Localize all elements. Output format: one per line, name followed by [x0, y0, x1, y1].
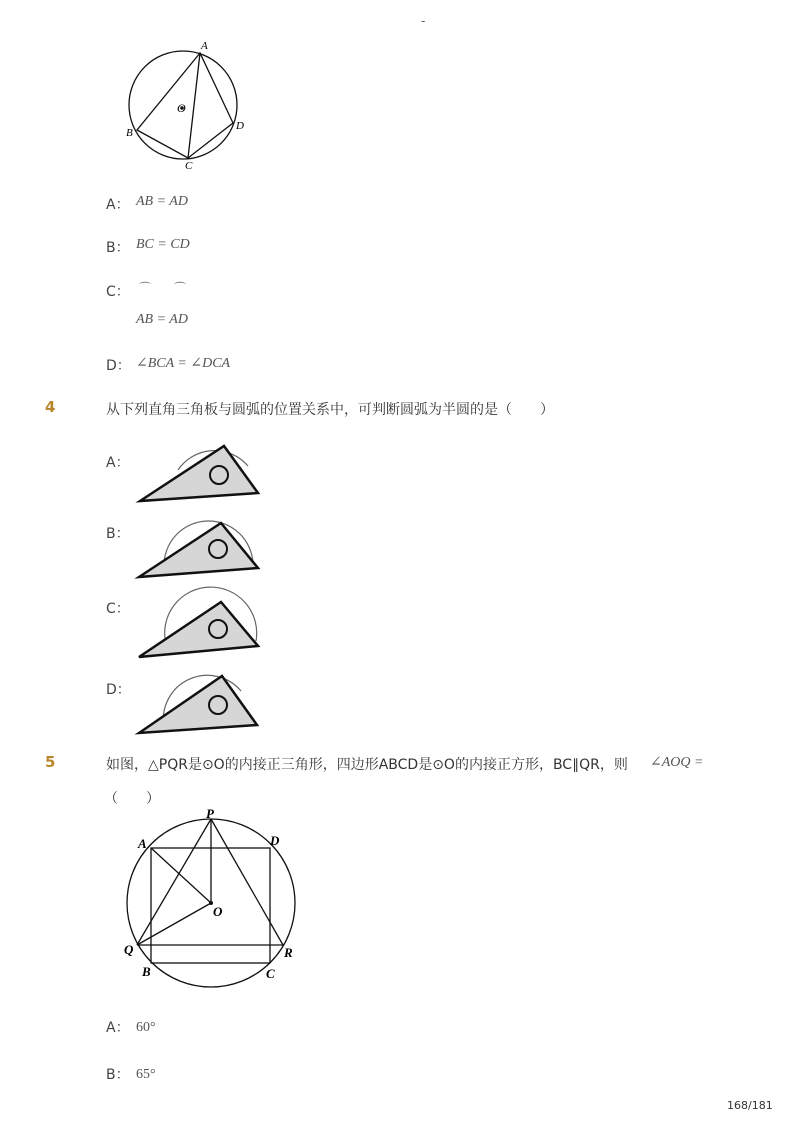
q3-option-c-arc2: ⌒ [174, 281, 187, 295]
q5-segment-ao [151, 848, 211, 903]
q4-number: 4 [45, 398, 56, 416]
q5-label-b: B [142, 964, 151, 979]
q5-label-a: A [138, 836, 147, 851]
q4-d-triangle [139, 676, 257, 733]
q3-option-c-letter[interactable]: C： [106, 284, 130, 300]
q3-option-a-letter[interactable]: A： [106, 197, 130, 213]
q3-option-b-content: BC = CD [136, 237, 190, 252]
q5-label-c: C [266, 966, 275, 981]
q3-option-b-letter[interactable]: B： [106, 240, 130, 256]
q5-circle-figure [116, 804, 306, 990]
q5-label-o: O [213, 904, 223, 919]
q5-label-p: P [206, 806, 214, 821]
q5-answer-paren: （ ） [104, 791, 160, 807]
q3-circle-figure [118, 36, 258, 170]
q4-option-d-letter[interactable]: D： [106, 682, 131, 698]
q3-label-d: D [236, 120, 244, 132]
q5-side-pq [137, 819, 211, 945]
page-number: 168/181 [727, 1099, 773, 1112]
q3-option-a-content: AB = AD [136, 194, 188, 209]
q4-option-a-figure [130, 438, 270, 508]
q3-label-o: O [177, 101, 186, 115]
q3-option-c-arc1: ⌒ [139, 281, 152, 295]
q5-number: 5 [45, 753, 56, 771]
q5-option-b-content: 65° [136, 1067, 156, 1082]
q5-label-d: D [270, 833, 280, 848]
q4-b-triangle [139, 523, 258, 577]
q4-option-d-figure [130, 667, 270, 737]
q4-option-c-figure [130, 585, 270, 661]
q3-option-d-content: ∠BCA = ∠DCA [136, 356, 231, 371]
q3-label-a: A [201, 40, 208, 52]
q3-option-d-letter[interactable]: D： [106, 358, 131, 374]
q5-option-a-letter[interactable]: A： [106, 1020, 130, 1036]
q4-option-b-figure [130, 512, 270, 582]
q4-c-triangle [139, 602, 258, 657]
q5-label-r: R [284, 945, 293, 960]
header-mark: - [421, 14, 426, 28]
q3-label-c: C [185, 160, 193, 170]
q5-option-a-content: 60° [136, 1020, 156, 1035]
q4-option-a-letter[interactable]: A： [106, 455, 130, 471]
q4-option-b-letter[interactable]: B： [106, 526, 130, 542]
q4-option-c-letter[interactable]: C： [106, 601, 130, 617]
q5-option-b-letter[interactable]: B： [106, 1067, 130, 1083]
q5-angle-expression: ∠AOQ = [650, 755, 704, 770]
q4-a-triangle [140, 446, 258, 501]
q5-question-text: 如图，△PQR是⊙O的内接正三角形，四边形ABCD是⊙O的内接正方形，BC∥QR，则 [106, 757, 628, 773]
q3-label-b: B [126, 127, 133, 139]
q4-question-text: 从下列直角三角板与圆弧的位置关系中，可判断圆弧为半圆的是（ ） [106, 402, 554, 418]
q5-label-q: Q [124, 942, 134, 957]
q5-segment-oq [137, 903, 211, 945]
q3-diagonal-ac [188, 53, 200, 158]
q3-option-c-content: AB = AD [136, 312, 188, 327]
